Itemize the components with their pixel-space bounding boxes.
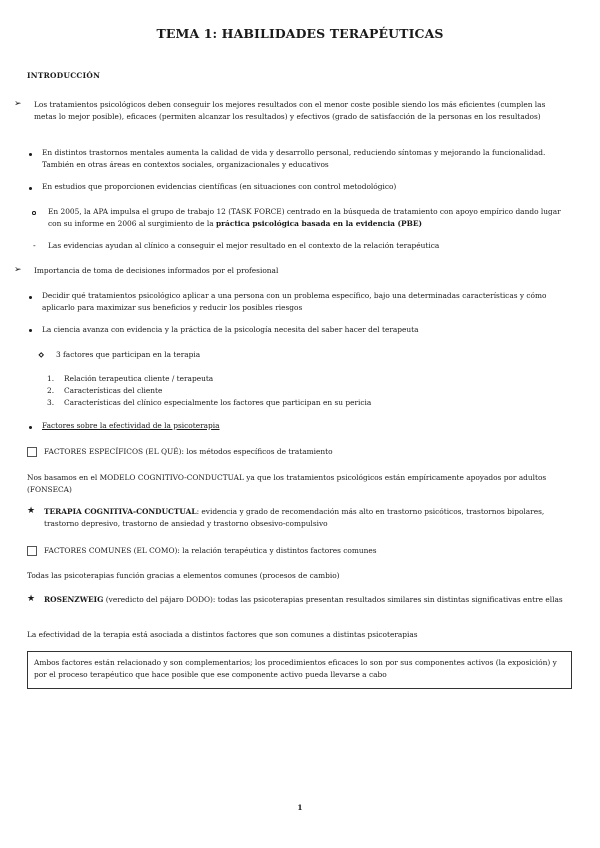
page-number: 1 [297, 803, 303, 812]
hollow-circle-bullet-icon [32, 211, 36, 215]
bullet-terapia-cognitiva [44, 506, 569, 529]
summary-box-text: Ambos factores están relacionado y son complementarios; los procedimientos eficaces lo son por sus componentes activos (la exposición) y por el proceso terapéutico que hace posible que ese componente activo pueda llevarse a cabo [34, 658, 557, 679]
factores-especificos: FACTORES ESPECÍFICOS (EL QUÉ): los métodos específicos de tratamiento [44, 447, 333, 456]
bullet-trastornos-mentales: En distintos trastornos mentales aumenta la calidad de vida y desarrollo personal, reduciendo síntomas y mejorando la funcionalidad. También en otras áreas en contextos sociales, organizacionales y educativos [42, 148, 546, 169]
list-item-cliente: Características del cliente [64, 386, 163, 395]
arrow-bullet-icon: ➢ [14, 99, 22, 109]
list-number: 2. [47, 386, 55, 395]
bullet-estudios: En estudios que proporcionen evidencias científicas (en situaciones con control metodológico) [42, 182, 397, 191]
dash-bullet-icon: - [33, 241, 36, 250]
bullet-rosenzweig [44, 594, 569, 606]
paragraph-efectividad: La efectividad de la terapia está asociada a distintos factores que son comunes a distintas psicoterapias [27, 630, 418, 639]
rosenzweig-bold-text: ROSENZWEIG [44, 595, 104, 604]
tcc-text: : evidencia y grado de recomendación más alto en trastorno psicóticos, trastornos bipolares, trastorno depresivo, trastorno de ansiedad y trastorno obsesivo-compulsivo [44, 507, 545, 528]
bullet-factores-efectividad [42, 420, 220, 432]
apa-text: En 2005, la APA impulsa el grupo de trabajo 12 (TASK FORCE) centrado en la búsqueda de tratamiento con apoyo empírico dando lugar con su informe en 2006 al surgimiento de la [48, 207, 561, 228]
bullet-evidencias: Las evidencias ayudan al clínico a conseguir el mejor resultado en el contexto de la relación terapéutica [48, 241, 440, 250]
bullet-dot-icon [29, 426, 32, 429]
list-number: 1. [47, 374, 55, 383]
star-bullet-icon: ★ [27, 506, 36, 516]
paragraph-tratamientos: Los tratamientos psicológicos deben conseguir los mejores resultados con el menor coste posible siendo los más eficientes (cumplen las metas lo mejor posible), eficaces (permiten alcanzar los resultados) y efectivos (grado de satisfacción de la personas en los resultados) [34, 100, 546, 121]
pbe-bold-text: práctica psicológica basada en la evidencia (PBE) [215, 218, 422, 228]
diamond-bullet-icon [38, 352, 44, 358]
bullet-ciencia-avanza: La ciencia avanza con evidencia y la práctica de la psicología necesita del saber hacer del terapeuta [42, 325, 419, 334]
bullet-3-factores: 3 factores que participan en la terapia [56, 350, 201, 359]
list-item-clinico: Características del clínico especialmente los factores que participan en su pericia [64, 398, 372, 407]
tcc-bold-text: TERAPIA COGNITIVA-CONDUCTUAL [44, 507, 197, 516]
star-bullet-icon: ★ [27, 594, 36, 604]
bullet-dot-icon [29, 296, 32, 299]
paragraph-toma-decisiones: Importancia de toma de decisiones informados por el profesional [34, 266, 279, 275]
list-number: 3. [47, 398, 55, 407]
page-title: TEMA 1: HABILIDADES TERAPÉUTICAS [156, 26, 444, 41]
bullet-apa-2005 [48, 206, 569, 229]
paragraph-modelo-cognitivo: Nos basamos en el MODELO COGNITIVO-CONDUCTUAL ya que los tratamientos psicológicos están empíricamente apoyados por adultos (FONSECA) [27, 473, 547, 494]
paragraph-todas-psicoterapias: Todas las psicoterapias función gracias a elementos comunes (procesos de cambio) [27, 571, 340, 580]
bullet-decidir-tratamientos: Decidir qué tratamientos psicológico aplicar a una persona con un problema específico, bajo una determinadas características y cómo aplicarlo para maximizar sus beneficios y reducir los posibles riesgos [42, 291, 547, 312]
checkbox-icon [27, 447, 37, 457]
list-item-relacion: Relación terapeutica cliente / terapeuta [64, 374, 214, 383]
checkbox-icon [27, 546, 37, 556]
bullet-dot-icon [29, 153, 32, 156]
arrow-bullet-icon: ➢ [14, 265, 22, 275]
bullet-dot-icon [29, 329, 32, 332]
factores-comunes: FACTORES COMUNES (EL COMO): la relación terapéutica y distintos factores comunes [44, 546, 377, 555]
rosenzweig-text: (veredicto del pájaro DODO): todas las psicoterapias presentan resultados similares sin distintas significativas entre ellas [103, 595, 563, 604]
section-heading-introduccion: INTRODUCCIÓN [27, 71, 101, 80]
underlined-text: Factores sobre la efectividad de la psicoterapia [42, 421, 220, 430]
bullet-dot-icon [29, 187, 32, 190]
